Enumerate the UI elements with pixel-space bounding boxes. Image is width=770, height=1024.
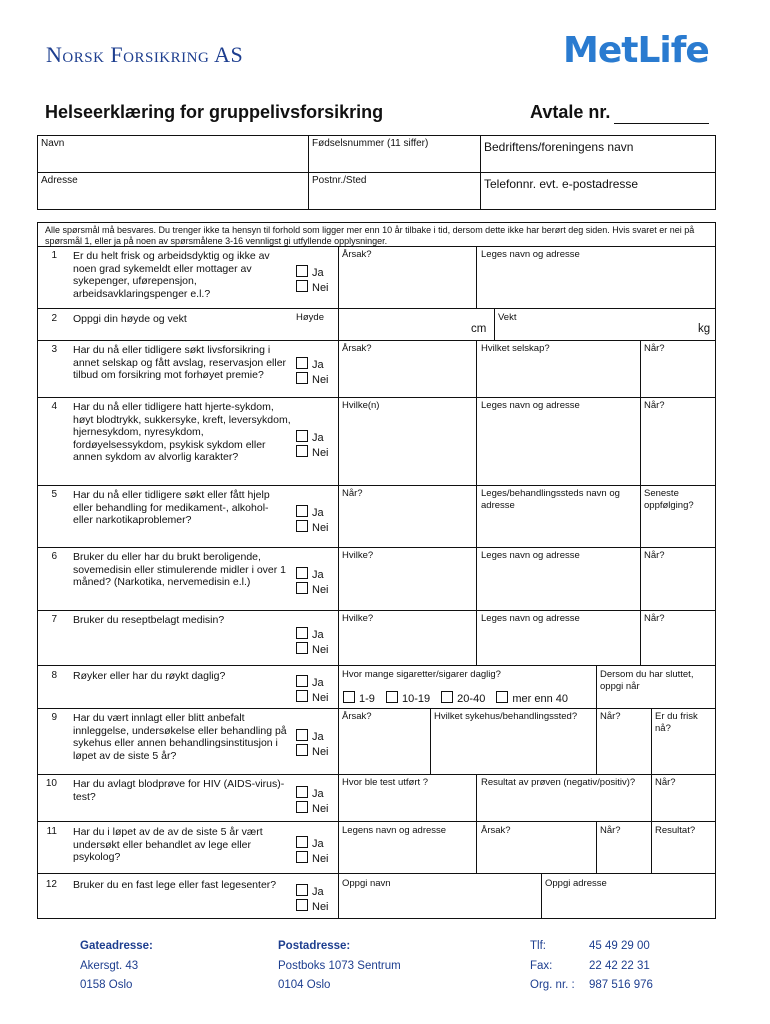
- column-divider: [476, 821, 477, 873]
- q1-doctor-field[interactable]: Leges navn og adresse: [481, 249, 580, 260]
- q11-result-field[interactable]: Resultat?: [655, 825, 696, 836]
- q9-when-field[interactable]: Når?: [600, 711, 621, 722]
- no-checkbox[interactable]: Nei: [296, 744, 329, 759]
- form-title: Helseerklæring for gruppelivsforsikring: [45, 102, 384, 122]
- question-number: 5: [51, 489, 57, 500]
- column-divider: [596, 821, 597, 873]
- no-checkbox[interactable]: Nei: [296, 690, 329, 705]
- row-divider: [37, 774, 716, 775]
- q6-which-field[interactable]: Hvilke?: [342, 550, 374, 561]
- phone-label: Tlf:: [530, 940, 546, 952]
- question-4-text: Har du nå eller tidligere hatt hjerte-sykdom, høyt blodtrykk, sukkersyke, kreft, leversykdom, hjernesykdom, nyresykdom, fordøyelsessykdom, psykisk sykdom eller annen sykdom av alvorlig karakter?: [73, 401, 291, 463]
- yes-checkbox[interactable]: Ja: [296, 567, 329, 582]
- column-divider: [651, 774, 652, 821]
- yes-checkbox[interactable]: Ja: [296, 675, 329, 690]
- postal-address-city: 0104 Oslo: [278, 979, 331, 991]
- option-1-9[interactable]: 1-9: [341, 693, 375, 705]
- weight-label: Vekt: [498, 312, 517, 323]
- question-11-answer: [296, 836, 329, 866]
- question-9-text: Har du vært innlagt eller blitt anbefalt innleggelse, undersøkelse eller behandling på sykehus eller annen behandlingsinstitusjon i løpet av de siste 5 år?: [73, 712, 287, 762]
- question-7-answer: [296, 627, 329, 657]
- column-divider: [476, 774, 477, 821]
- row-divider: [37, 340, 716, 341]
- question-5-answer: [296, 505, 329, 535]
- question-7-text: Bruker du reseptbelagt medisin?: [73, 614, 225, 626]
- question-number: 3: [51, 344, 57, 355]
- footer-postal-address: [278, 937, 401, 996]
- q8-amount-label: Hvor mange sigaretter/sigarer daglig?: [342, 669, 501, 680]
- q1-cause-field[interactable]: Årsak?: [342, 249, 372, 260]
- q4-illness-field[interactable]: Hvilke(n): [342, 400, 380, 411]
- question-11-text: Har du i løpet av de av de siste 5 år vært undersøkt eller behandlet av lege eller psykolog?: [73, 826, 263, 863]
- no-checkbox[interactable]: Nei: [296, 851, 329, 866]
- column-divider: [430, 708, 431, 774]
- question-6-answer: [296, 567, 329, 597]
- column-divider: [476, 340, 477, 610]
- postal-address-line: Postboks 1073 Sentrum: [278, 959, 401, 972]
- no-checkbox[interactable]: Nei: [296, 445, 329, 460]
- yes-checkbox[interactable]: Ja: [296, 357, 329, 372]
- q11-doctor-field[interactable]: Legens navn og adresse: [342, 825, 447, 836]
- question-10-answer: [296, 786, 329, 816]
- question-number: 4: [51, 401, 57, 412]
- q8-quit-field[interactable]: Dersom du har sluttet, oppgi når: [600, 669, 694, 692]
- q10-result-field[interactable]: Resultat av prøven (negativ/positiv)?: [481, 777, 636, 788]
- question-1-text: Er du helt frisk og arbeidsdyktig og ikke av noen grad sykemeldt eller mottager av sykepenger, uførepensjon, arbeidsavklaringspenger e.l.?: [73, 250, 270, 300]
- question-8-answer: [296, 675, 329, 705]
- phone-label: Telefonnr. evt. e-postadresse: [484, 177, 639, 191]
- company-name-label: Bedriftens/foreningens navn: [484, 140, 634, 154]
- column-divider: [596, 665, 597, 708]
- question-12-answer: [296, 884, 329, 914]
- no-checkbox[interactable]: Nei: [296, 582, 329, 597]
- yes-checkbox[interactable]: Ja: [296, 884, 329, 899]
- address-label: Adresse: [41, 175, 78, 186]
- question-8-text: Røyker eller har du røykt daglig?: [73, 670, 226, 682]
- q9-healthy-field[interactable]: Er du frisk nå?: [655, 711, 698, 734]
- question-12-text: Bruker du en fast lege eller fast legesenter?: [73, 879, 277, 891]
- question-6-text: Bruker du eller har du brukt beroligende, sovemedisin eller stimulerende midler i over 1 måned? (Narkotika, nervemedisin e.l.): [73, 551, 287, 588]
- yes-checkbox[interactable]: Ja: [296, 786, 329, 801]
- row-divider: [37, 246, 716, 247]
- option-over-40[interactable]: mer enn 40: [494, 693, 568, 705]
- instructions: Alle spørsmål må besvares. Du trenger ikke ta hensyn til forhold som ligger mer enn 10 år tilbake i tid, dersom dette ikke har berørt deg siden. Hvis svaret er nei på spørsmål 1, eller ja på noen av spørsmålene 3-16 vennligst gi utfyllende opplysninger.: [45, 225, 695, 246]
- no-checkbox[interactable]: Nei: [296, 801, 329, 816]
- row-divider: [37, 708, 716, 709]
- q12-name-field[interactable]: Oppgi navn: [342, 878, 391, 889]
- q5-clinic-field[interactable]: Leges/behandlingssteds navn og adresse: [481, 488, 620, 511]
- yes-checkbox[interactable]: Ja: [296, 627, 329, 642]
- q10-when-field[interactable]: Når?: [655, 777, 676, 788]
- q9-hospital-field[interactable]: Hvilket sykehus/behandlingssted?: [434, 711, 578, 722]
- street-address-line: Akersgt. 43: [80, 959, 139, 972]
- question-number: 6: [51, 551, 57, 562]
- norsk-forsikring-logo: Norsk Forsikring AS: [46, 42, 244, 67]
- footer-contact-values: [589, 937, 653, 996]
- q11-when-field[interactable]: Når?: [600, 825, 621, 836]
- column-divider: [338, 246, 339, 919]
- kg-unit: kg: [698, 323, 711, 335]
- question-1-answer: [296, 265, 329, 295]
- postal-address-heading: Postadresse:: [278, 940, 351, 952]
- street-address-city: 0158 Oslo: [80, 979, 133, 991]
- q11-cause-field[interactable]: Årsak?: [481, 825, 511, 836]
- q3-company-field[interactable]: Hvilket selskap?: [481, 343, 550, 354]
- no-checkbox[interactable]: Nei: [296, 372, 329, 387]
- yes-checkbox[interactable]: Ja: [296, 836, 329, 851]
- q9-cause-field[interactable]: Årsak?: [342, 711, 372, 722]
- org-number: 987 516 976: [589, 979, 653, 991]
- name-field[interactable]: [38, 136, 309, 173]
- column-divider: [651, 708, 652, 774]
- yes-checkbox[interactable]: Ja: [296, 729, 329, 744]
- q4-when-field[interactable]: Når?: [644, 400, 665, 411]
- street-address-heading: Gateadresse:: [80, 940, 153, 952]
- yes-checkbox[interactable]: Ja: [296, 265, 329, 280]
- row-divider: [37, 397, 716, 398]
- question-5-text: Har du nå eller tidligere søkt eller fått hjelp eller behandling for medikament-, alkohol- eller narkotikaproblemer?: [73, 489, 270, 526]
- q10-location-field[interactable]: Hvor ble test utført ?: [342, 777, 429, 788]
- row-divider: [37, 547, 716, 548]
- column-divider: [541, 873, 542, 919]
- yes-checkbox[interactable]: Ja: [296, 505, 329, 520]
- question-3-answer: [296, 357, 329, 387]
- question-number: 11: [46, 826, 57, 837]
- q7-which-field[interactable]: Hvilke?: [342, 613, 374, 624]
- column-divider: [476, 610, 477, 665]
- row-divider: [37, 821, 716, 822]
- footer-street-address: [80, 937, 153, 996]
- fax-number: 22 42 22 31: [589, 959, 650, 972]
- option-10-19[interactable]: 10-19: [384, 693, 430, 705]
- no-checkbox[interactable]: Nei: [296, 520, 329, 535]
- column-divider: [640, 340, 641, 610]
- row-divider: [37, 485, 716, 486]
- q7-when-field[interactable]: Når?: [644, 613, 665, 624]
- column-divider: [494, 308, 495, 340]
- question-2-text: Oppgi din høyde og vekt: [73, 313, 187, 325]
- column-divider: [596, 708, 597, 774]
- q12-address-field[interactable]: Oppgi adresse: [545, 878, 607, 889]
- phone-field[interactable]: [481, 173, 716, 210]
- company-name-field[interactable]: [481, 136, 716, 173]
- row-divider: [37, 873, 716, 874]
- q6-doctor-field[interactable]: Leges navn og adresse: [481, 550, 580, 561]
- question-4-answer: [296, 430, 329, 460]
- q7-doctor-field[interactable]: Leges navn og adresse: [481, 613, 580, 624]
- agreement-number-field[interactable]: [614, 102, 709, 124]
- name-label: Navn: [41, 138, 65, 149]
- postcode-field[interactable]: [309, 173, 481, 210]
- height-label: Høyde: [296, 312, 324, 323]
- org-number-label: Org. nr. :: [530, 979, 575, 991]
- question-number: 2: [51, 313, 57, 324]
- personal-info-table: [37, 135, 716, 210]
- column-divider: [640, 610, 641, 665]
- question-9-answer: [296, 729, 329, 759]
- q6-when-field[interactable]: Når?: [644, 550, 665, 561]
- question-3-text: Har du nå eller tidligere søkt livsforsikring i annet selskap og fått avslag, reservasjon eller tilbud om forsikring mot forhøyet premie?: [73, 344, 287, 381]
- row-divider: [37, 308, 716, 309]
- question-number: 12: [45, 879, 57, 890]
- column-divider: [476, 246, 477, 308]
- no-checkbox[interactable]: Nei: [296, 899, 329, 914]
- row-divider: [37, 665, 716, 666]
- footer-contact-labels: [530, 937, 575, 996]
- no-checkbox[interactable]: Nei: [296, 280, 329, 295]
- question-number: 10: [45, 778, 57, 789]
- birth-number-label: Fødselsnummer (11 siffer): [312, 138, 429, 149]
- row-divider: [37, 610, 716, 611]
- q3-cause-field[interactable]: Årsak?: [342, 343, 372, 354]
- fax-label: Fax:: [530, 959, 553, 972]
- yes-checkbox[interactable]: Ja: [296, 430, 329, 445]
- birth-number-field[interactable]: [309, 136, 481, 173]
- question-number: 7: [51, 614, 57, 625]
- q5-when-field[interactable]: Når?: [342, 488, 363, 499]
- option-20-40[interactable]: 20-40: [439, 693, 485, 705]
- column-divider: [651, 821, 652, 873]
- address-field[interactable]: [38, 173, 309, 210]
- agreement-label: Avtale nr.: [530, 102, 611, 122]
- q5-followup-field[interactable]: Seneste oppfølging?: [644, 488, 694, 511]
- question-number: 9: [51, 712, 57, 723]
- no-checkbox[interactable]: Nei: [296, 642, 329, 657]
- q3-when-field[interactable]: Når?: [644, 343, 665, 354]
- question-number: 1: [51, 250, 57, 261]
- postcode-label: Postnr./Sted: [312, 175, 367, 186]
- q8-amount-options: [341, 691, 568, 706]
- q4-doctor-field[interactable]: Leges navn og adresse: [481, 400, 580, 411]
- agreement-number: [530, 102, 709, 124]
- question-number: 8: [51, 670, 57, 681]
- question-10-text: Har du avlagt blodprøve for HIV (AIDS-virus)-test?: [73, 778, 285, 803]
- metlife-logo: MetLife: [563, 30, 709, 71]
- cm-unit: cm: [471, 323, 487, 335]
- phone-number: 45 49 29 00: [589, 940, 650, 952]
